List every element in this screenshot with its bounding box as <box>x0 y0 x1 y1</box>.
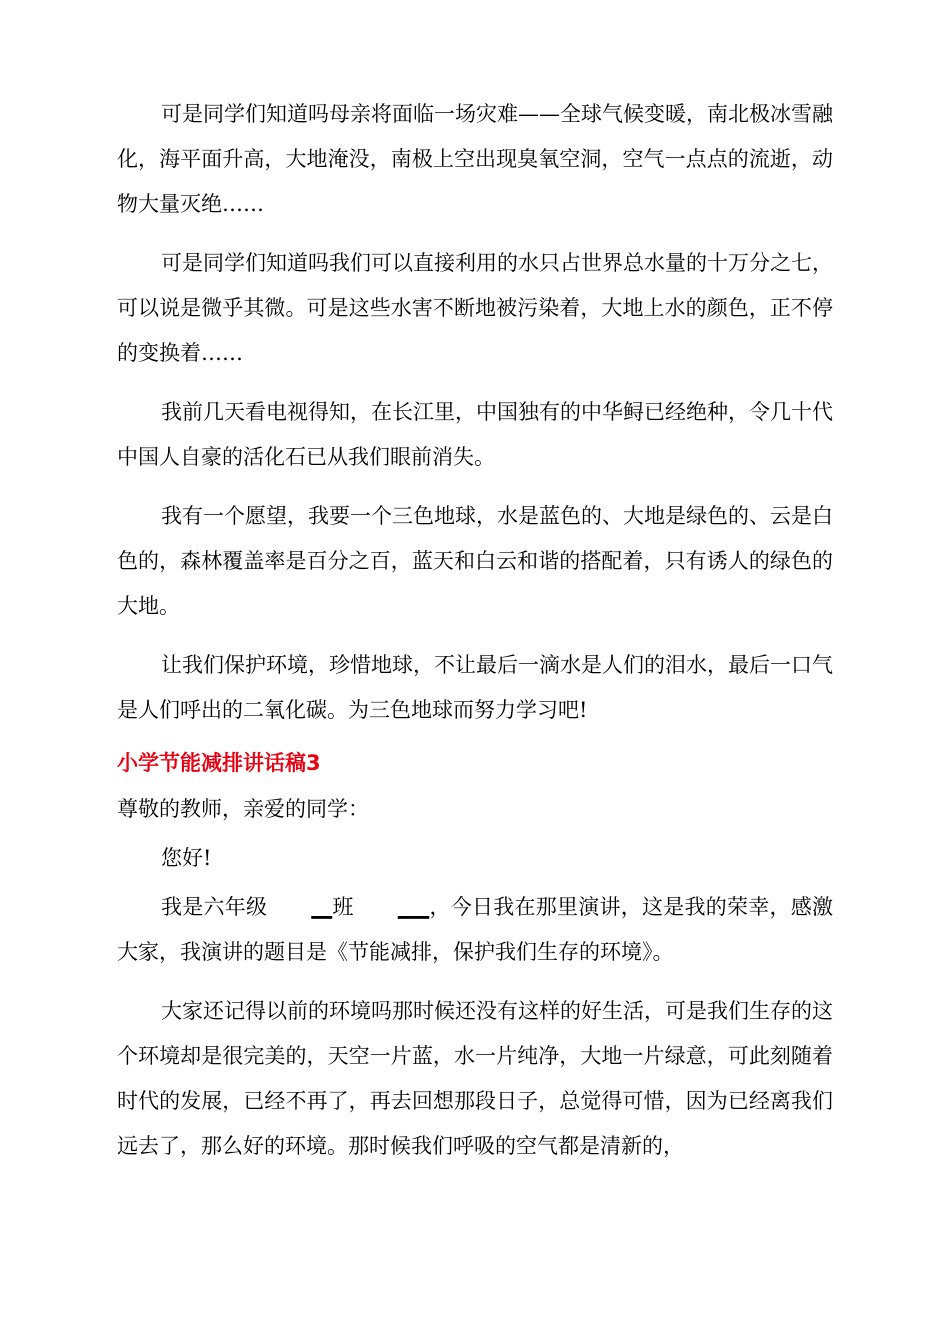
section-heading: 小学节能减排讲话稿3 <box>117 751 321 775</box>
grade-blank: __ <box>311 895 333 919</box>
paragraph-water: 可是同学们知道吗我们可以直接利用的水只占世界总水量的十万分之七，可以说是微乎其微。可是这些水害不断地被污染着，大地上水的颜色，正不停的变换着…… <box>117 251 833 365</box>
class-blank: ___ <box>397 895 430 919</box>
paragraph-sturgeon: 我前几天看电视得知，在长江里，中国独有的中华鲟已经绝种，令几十代中国人自豪的活化石已从我们眼前消失。 <box>117 400 833 469</box>
greeting: 您好! <box>161 846 212 870</box>
paragraph-wish: 我有一个愿望，我要一个三色地球，水是蓝色的、大地是绿色的、云是白色的，森林覆盖率是百分之百，蓝天和白云和谐的搭配着，只有诱人的绿色的大地。 <box>117 504 833 618</box>
paragraph-call-to-action: 让我们保护环境，珍惜地球，不让最后一滴水是人们的泪水，最后一口气是人们呼出的二氧化碳。为三色地球而努力学习吧! <box>117 653 833 722</box>
salutation: 尊敬的教师，亲爱的同学： <box>117 797 369 821</box>
intro-text-2: 班 <box>332 895 354 919</box>
paragraph-disaster: 可是同学们知道吗母亲将面临一场灾难——全球气候变暖，南北极冰雪融化，海平面升高，大地淹没，南极上空出现臭氧空洞，空气一点点的流逝，动物大量灭绝…… <box>117 102 833 216</box>
intro-text-1: 我是六年级 <box>161 895 268 919</box>
intro-text-3: ，今日我在那里演讲，这是我的荣幸，感激大家，我演讲的题目是《节能减排，保护我们生存的环境》。 <box>117 895 833 964</box>
paragraph-intro <box>117 885 833 975</box>
paragraph-environment: 大家还记得以前的环境吗那时候还没有这样的好生活，可是我们生存的这个环境却是很完美的，天空一片蓝，水一片纯净，大地一片绿意，可此刻随着时代的发展，已经不再了，再去回想那段日子，总觉得可惜，因为已经离我们远去了，那么好的环境。那时候我们呼吸的空气都是清新的， <box>117 999 833 1158</box>
document-page <box>117 92 833 1169</box>
